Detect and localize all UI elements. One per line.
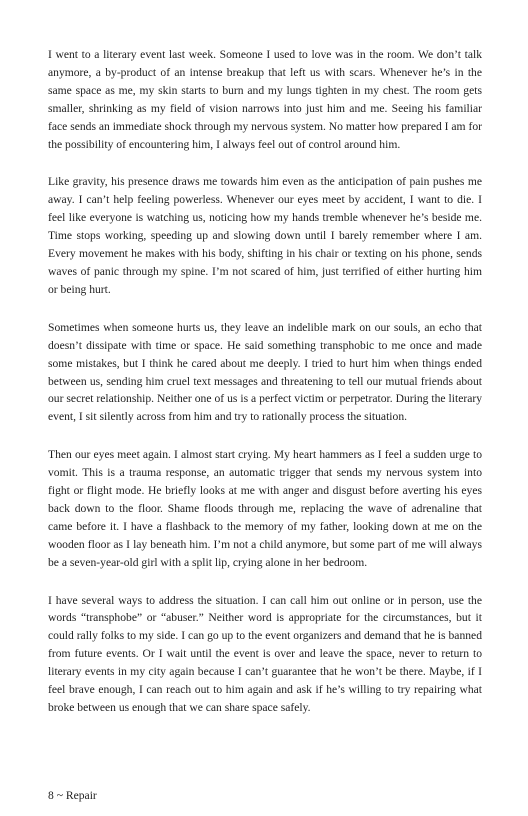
paragraph: Then our eyes meet again. I almost start crying. My heart hammers as I feel a sudden urge to vomit. This is a trauma response, an automatic trigger that sends my nervous system into fight or flight mode. He briefly looks at me with anger and disgust before averting his eyes back down to the floor. Shame floods through me, replacing the wave of adrenaline that came before it. I have a flashback to the memory of my father, looking down at me on the wooden floor as I lay beneath him. I’m not a child anymore, but some part of me will always be a seven-year-old girl with a split lip, crying alone in her bedroom. [48,448,482,569]
paragraph: I have several ways to address the situation. I can call him out online or in person, use the words “transphobe” or “abuser.” Neither word is appropriate for the circumstances, but it could rally folks to my side. I can go up to the event organizers and demand that he is banned from future events. Or I wait until the event is over and leave the space, never to return to literary events in my city again because I can’t guarantee that he won’t be there. Maybe, if I feel brave enough, I can reach out to him again and ask if he’s willing to try repairing what broke between us enough that we can share space safely. [48,593,482,714]
paragraph: Like gravity, his presence draws me towards him even as the anticipation of pain pushes me away. I can’t help feeling powerless. Whenever our eyes meet by accident, I want to die. I feel like everyone is watching us, noticing how my hands tremble whenever he’s beside me. Time stops working, speeding up and slowing down until I barely remember where I am. Every movement he makes with his body, shifting in his chair or texting on his phone, sends waves of panic through my spine. I’m not scared of him, just terrified of either hurting him or being hurt. [48,175,482,296]
paragraph: Sometimes when someone hurts us, they leave an indelible mark on our souls, an echo that doesn’t dissipate with time or space. He said something transphobic to me once and made some mistakes, but I think he cared about me deeply. I tried to hurt him when things ended between us, sending him cruel text messages and threatening to tell our mutual friends about our secret relationship. Neither one of us is a perfect victim or perpetrator. During the literary event, I sit silently across from him and try to rationally process the situation. [48,320,482,424]
paragraph: I went to a literary event last week. Someone I used to love was in the room. We don’t talk anymore, a by-product of an intense breakup that left us with scars. Whenever he’s in the same space as me, my skin starts to burn and my lungs tighten in my chest. The room gets smaller, shrinking as my field of vision narrows into just him and me. Seeing his familiar face sends an immediate shock through my nervous system. No matter how prepared I am for the possibility of encountering him, I always feel out of control around him. [48,48,482,151]
page-body [48,46,482,737]
page-footer: 8 ~ Repair [48,789,97,802]
